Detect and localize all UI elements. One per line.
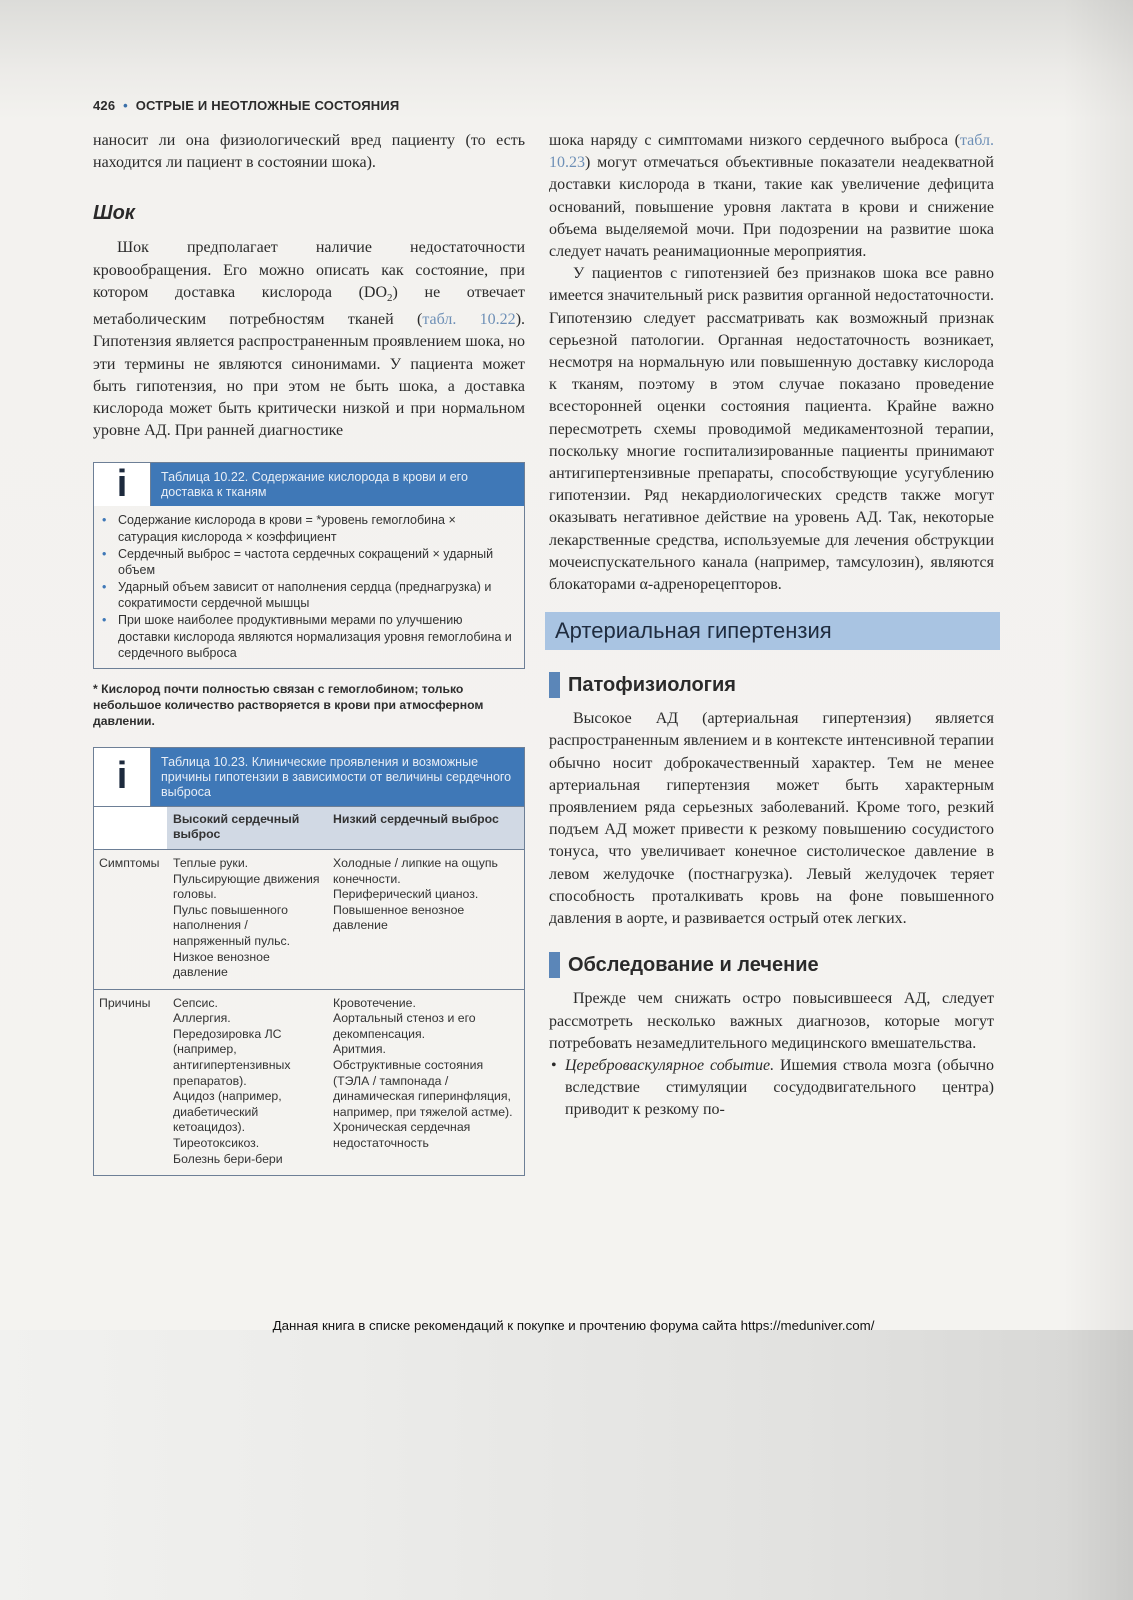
hypotension-paragraph: У пациентов с гипотензией без признаков шока все равно имеется значительный риск развития органной недостаточности. Гипотензию следует рассматривать как возможный признак серьезной патологии. Органная недостаточность возникает, несмотря на нормальную или повышенную доставку кислорода к тканям, поэтому в этом случае показано проведение всесторонней оценки состояния пациента. Крайне важно пересмотреть схемы проводимой медикаментозной терапии, поскольку многие госпитализированные пациенты принимают антигипертензивные препараты, способствующие усугублению гипотензии. Ряд некардиологических средств также могут оказывать негативное действие на уровень АД. Так, некоторые лекарственные средства, используемые для лечения обструкции мочеиспускательного канала (например, тамсулозин), являются блокаторами α-адренорецепторов.	[549, 265, 994, 594]
list-item: • Ударный объем зависит от наполнения сердца (преднагрузка) и сократимости сердечной мышцы	[112, 579, 514, 612]
info-icon: i	[94, 463, 151, 506]
left-column	[93, 130, 525, 1176]
column-header-high: Высокий сердечный выброс	[167, 807, 327, 850]
cell-symptoms-low: Холодные / липкие на ощупь конечности. Периферический цианоз. Повышенное венозное давление	[327, 849, 524, 989]
heading-bar-icon	[549, 952, 560, 978]
list-item: • Сердечный выброс = частота сердечных сокращений × ударный объем	[112, 546, 514, 579]
cell-causes-high: Сепсис. Аллергия. Передозировка ЛС (например, антигипертензивных препаратов). Ацидоз (например, диабетический кетоацидоз). Тиреотоксикоз. Болезнь бери-бери	[173, 995, 291, 1166]
table-10-22	[93, 462, 525, 668]
list-item: • При шоке наиболее продуктивными мерами по улучшению доставки кислорода являются нормализация уровня гемоглобина и сердечного выброса	[112, 612, 514, 662]
table-10-22-footnote: * Кислород почти полностью связан с гемоглобином; только небольшое количество растворяется в крови при атмосферном давлении.	[93, 681, 484, 728]
section-title: ОСТРЫЕ И НЕОТЛОЖНЫЕ СОСТОЯНИЯ	[135, 98, 400, 113]
section-heading-hypertension: Артериальная гипертензия	[545, 612, 1000, 650]
intro-paragraph: наносит ли она физиологический вред пациенту (то есть находится ли пациент в состоянии шока).	[93, 132, 525, 172]
info-icon: i	[94, 748, 151, 806]
table-10-23-title: Таблица 10.23. Клинические проявления и возможные причины гипотензии в зависимости от величины сердечного выброса	[151, 748, 524, 806]
subsection-heading-pathophysiology: Патофизиология	[549, 672, 994, 698]
bullet-cerebrovascular: • Цереброваскулярное событие. Ишемия ствола мозга (обычно вследствие стимуляции сосудодвигательного центра) приводит к резкому по-	[551, 1056, 994, 1119]
table-10-23	[93, 747, 525, 1176]
subsection-heading-examination: Обследование и лечение	[549, 952, 994, 978]
row-header-symptoms: Симптомы	[94, 849, 167, 989]
cell-causes-low: Кровотечение. Аортальный стеноз и его декомпенсация. Аритмия. Обструктивные состояния (ТЭЛА / тампонада / динамическая гиперинфляция, например, при тяжелой астме). Хроническая сердечная недостаточность	[333, 995, 513, 1151]
row-header-causes: Причины	[99, 995, 151, 1010]
pathophysiology-paragraph: Высокое АД (артериальная гипертензия) является распространенным явлением и в контексте интенсивной терапии обычно носит доброкачественный характер. Тем не менее артериальная гипертензия может быть характерным проявлением ряда серьезных заболеваний. Кроме того, резкий подъем АД может привести к резкому повышению сосудистого тонуса, что увеличивает конечное систолическое давление в левом желудочке (постнагрузка). Левый желудочек теряет способность проталкивать кровь на фоне повышенного давления в аорте, и развивается острый отек легких.	[549, 710, 994, 928]
column-header-low: Низкий сердечный выброс	[327, 807, 524, 850]
table-10-22-title: Таблица 10.22. Содержание кислорода в крови и его доставка к тканям	[151, 463, 524, 506]
cell-symptoms-high: Теплые руки. Пульсирующие движения головы. Пульс повышенного наполнения / напряженный пульс. Низкое венозное давление	[167, 849, 327, 989]
header-separator: •	[123, 98, 128, 113]
shock-heading: Шок	[93, 202, 135, 225]
table-ref-10-23[interactable]: табл. 10.23	[549, 132, 994, 172]
watermark-text: Данная книга в списке рекомендаций к покупке и прочтению форума сайта https://meduniver.com/	[272, 1318, 875, 1333]
page-edge-shadow	[1063, 0, 1133, 1600]
shock-paragraph: Шок предполагает наличие недостаточности кровообращения. Его можно описать как состояние, при котором доставка кислорода $(DO_2)$ не отвечает метаболическим потребностям тканей (табл. 10.22). Гипотензия является распространенным проявлением шока, но эти термины не являются синонимами. У пациента может быть гипотензия, но при этом не быть шока, а доставка кислорода может быть критически низкой и при нормальном уровне АД. При ранней диагностике	[93, 239, 526, 440]
right-column	[549, 130, 994, 1122]
table-corner	[94, 807, 167, 850]
examination-paragraph: Прежде чем снижать остро повысившееся АД, следует рассмотреть несколько важных диагнозов, которые могут потребовать незамедлительного медицинского вмешательства.	[549, 990, 994, 1052]
heading-bar-icon	[549, 672, 560, 698]
subscript-2: 2	[387, 292, 393, 304]
running-head	[93, 98, 399, 113]
table-ref-10-22[interactable]: табл. 10.22	[422, 311, 516, 329]
page-bottom-shade	[0, 1330, 1133, 1600]
clinical-table	[94, 807, 524, 1175]
page-number: 426	[93, 98, 116, 113]
shock-continued-paragraph: шока наряду с симптомами низкого сердечного выброса (табл. 10.23) могут отмечаться объективные показатели неадекватной доставки кислорода в ткани, такие как увеличение дефицита оснований, повышение уровня лактата в крови и снижение объема выделяемой мочи. При подозрении на развитие шока следует начать реанимационные мероприятия.	[549, 132, 994, 261]
table-10-22-list	[94, 506, 524, 667]
list-item: • Содержание кислорода в крови = *уровень гемоглобина × сатурация кислорода × коэффициент	[112, 512, 514, 545]
